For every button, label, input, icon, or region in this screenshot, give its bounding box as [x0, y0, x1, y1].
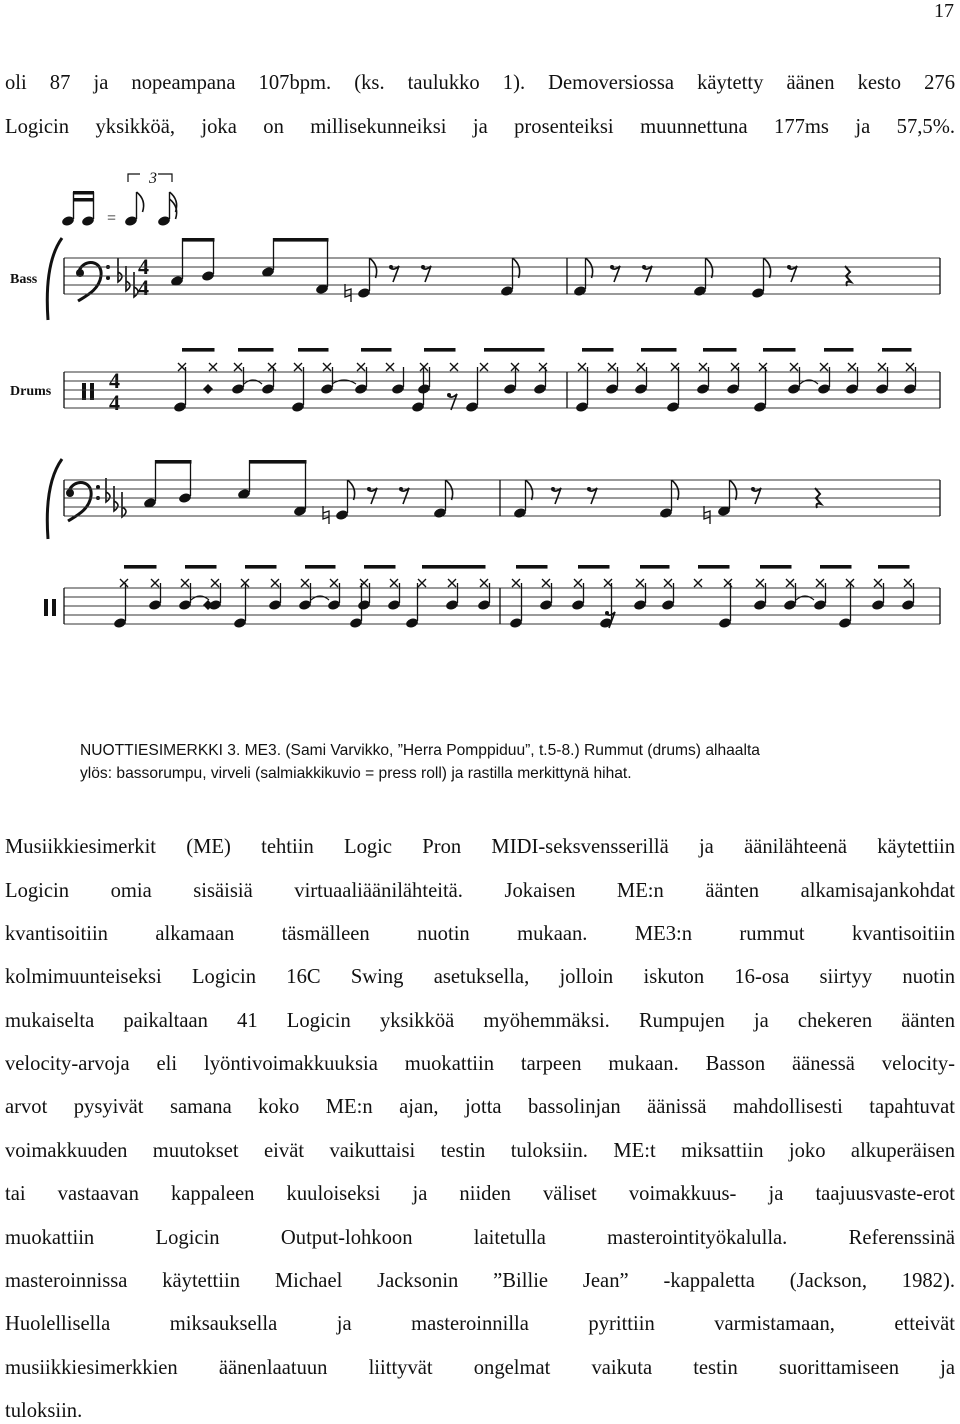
rest-dot — [642, 265, 646, 269]
body-line-9: tai vastaavan kappaleen kuuloiseksi ja niiden väliset voimakkuus- ja taajuusvaste-erot — [5, 1183, 955, 1205]
body-line-10: muokattiin Logicin Output-lohkoon laitetulla masterointityökalulla. Referenssinä — [5, 1227, 955, 1249]
time-signature-bottom: 4 — [138, 275, 149, 300]
hihat-x — [418, 579, 426, 587]
note-flag — [706, 258, 713, 278]
intro-line-1: oli 87 ja nopeampana 107bpm. (ks. taulukko 1). Demoversiossa käytetty äänen kesto 276 — [5, 72, 955, 94]
rest-dot — [367, 487, 371, 491]
note-flag — [526, 480, 533, 500]
hihat-x — [448, 579, 456, 587]
hihat-x — [604, 579, 612, 587]
hihat-x — [330, 579, 338, 587]
hihat-x — [906, 363, 914, 371]
page-number: 17 — [934, 0, 954, 22]
beam — [698, 565, 730, 569]
hihat-x — [294, 363, 302, 371]
hihat-x — [390, 579, 398, 587]
body-line-12: Huolellisella miksauksella ja masteroinnilla pyrittiin varmistamaan, etteivät — [5, 1313, 955, 1335]
note-flag — [672, 480, 679, 500]
intro-line-2: Logicin yksikköä, joka on millisekunneiksi ja prosenteiksi muunnettuna 177ms ja 57,5%. — [5, 116, 955, 138]
beam — [298, 348, 329, 352]
music-score — [0, 162, 960, 707]
body-line-14: tuloksiin. — [5, 1400, 83, 1422]
hihat-x — [786, 579, 794, 587]
natural-sign — [345, 284, 351, 302]
hihat-x — [904, 579, 912, 587]
rest-dot — [587, 487, 591, 491]
beam — [882, 348, 912, 352]
hihat-x — [848, 363, 856, 371]
hihat-x — [790, 363, 798, 371]
time-signature-top: 4 — [138, 254, 149, 279]
beam — [361, 348, 392, 352]
note-flag — [513, 258, 520, 278]
note-flag — [586, 258, 593, 278]
hihat-x — [386, 363, 394, 371]
beam — [760, 565, 792, 569]
beam — [878, 565, 910, 569]
hihat-x — [234, 363, 242, 371]
beam — [824, 348, 854, 352]
beam — [124, 565, 157, 569]
beam — [820, 565, 852, 569]
beam — [582, 348, 614, 352]
beam — [185, 565, 217, 569]
hihat-x — [671, 363, 679, 371]
rest-dot — [787, 265, 791, 269]
hihat-x — [820, 363, 828, 371]
rest-dot — [399, 487, 403, 491]
rest-dot — [751, 487, 755, 491]
body-line-4: kolmimuunteiseksi Logicin 16C Swing asetuksella, jolloin iskuton 16-osa siirtyy nuotin — [5, 966, 955, 988]
hihat-x — [178, 363, 186, 371]
hihat-x — [271, 579, 279, 587]
swing-equals-sign: = — [107, 210, 117, 227]
hihat-x — [151, 579, 159, 587]
bass-clef — [76, 262, 110, 301]
tuplet-number: 3 — [149, 170, 157, 187]
note-flag — [446, 480, 453, 500]
bass-clef-system-2 — [66, 482, 100, 521]
beam — [238, 348, 274, 352]
drum-time-signature-bottom: 4 — [109, 390, 120, 415]
hihat-x — [480, 579, 488, 587]
body-line-7: arvot pysyivät samana koko ME:n ajan, jotta bassolinjan äänissä mahdollisesti tapahtuvat — [5, 1096, 955, 1118]
hihat-x — [209, 363, 217, 371]
hihat-x — [357, 363, 365, 371]
hihat-x — [694, 579, 702, 587]
hihat-x — [211, 579, 219, 587]
beam — [155, 460, 192, 464]
rest-dot — [605, 611, 609, 615]
note-flag — [764, 258, 771, 278]
note-flag — [348, 480, 355, 500]
rest-dot — [389, 265, 393, 269]
body-line-5: mukaiselta paikaltaan 41 Logicin yksikköä myöhemmäksi. Rumpujen ja chekeren äänten — [5, 1010, 955, 1032]
hihat-x — [268, 363, 276, 371]
body-line-13: musiikkiesimerkkien äänenlaatuun liittyvät ongelmat vaikuta testin suorittamiseen ja — [5, 1357, 955, 1379]
note-flag — [370, 258, 377, 278]
beam — [305, 565, 336, 569]
score-static-elements — [10, 170, 177, 616]
beam — [703, 348, 737, 352]
hihat-x — [731, 363, 739, 371]
hihat-x — [578, 363, 586, 371]
beam — [182, 238, 215, 242]
beam — [422, 565, 486, 569]
drum-time-signature-top: 4 — [109, 368, 120, 393]
beam — [273, 238, 329, 242]
hihat-x — [699, 363, 707, 371]
beam — [245, 565, 277, 569]
body-line-2: Logicin omia sisäisiä virtuaaliäänilähteitä. Jokaisen ME:n äänten alkamisajankohdat — [5, 880, 955, 902]
rest-dot — [610, 265, 614, 269]
bass-label: Bass — [10, 272, 38, 287]
beam — [578, 565, 610, 569]
press-roll-diamond — [203, 384, 213, 394]
hihat-x — [323, 363, 331, 371]
beam — [641, 348, 677, 352]
beam — [364, 565, 396, 569]
hihat-x — [636, 579, 644, 587]
note-flag — [730, 480, 737, 500]
hihat-x — [450, 363, 458, 371]
body-line-11: masteroinnissa käytettiin Michael Jacksonin ”Billie Jean” -kappaletta (Jackson, 1982). — [5, 1270, 955, 1292]
hihat-x — [512, 579, 520, 587]
body-line-3: kvantisoitiin alkamaan täsmälleen nuotin mukaan. ME3:n rummut kvantisoitiin — [5, 923, 955, 945]
caption-line-1: NUOTTIESIMERKKI 3. ME3. (Sami Varvikko, ”Herra Pomppiduu”, t.5-8.) Rummut (drums) alhaalta — [80, 742, 760, 759]
natural-sign — [704, 506, 710, 524]
beam — [484, 348, 545, 352]
hihat-x — [301, 579, 309, 587]
beam — [249, 460, 307, 464]
body-line-8: voimakkuuden muutokset eivät vaikuttaisi testin tuloksiin. ME:t miksattiin joko alkuperäisen — [5, 1140, 955, 1162]
natural-sign — [323, 506, 329, 524]
hihat-x — [574, 579, 582, 587]
hihat-x — [542, 579, 550, 587]
hihat-x — [664, 579, 672, 587]
hihat-x — [181, 579, 189, 587]
caption-line-2: ylös: bassorumpu, virveli (salmiakkikuvio = press roll) ja rastilla merkittynä hihat. — [80, 765, 632, 782]
hihat-x — [874, 579, 882, 587]
hihat-x — [480, 363, 488, 371]
hihat-x — [816, 579, 824, 587]
hihat-x — [878, 363, 886, 371]
hihat-x — [637, 363, 645, 371]
rest-dot — [447, 393, 451, 397]
beam — [640, 565, 670, 569]
drums-label: Drums — [10, 384, 52, 399]
hihat-x — [120, 579, 128, 587]
body-line-6: velocity-arvoja eli lyöntivoimakkuuksia muokattiin tarpeen mukaan. Basson äänessä velocity- — [5, 1053, 955, 1075]
beam — [424, 348, 456, 352]
hihat-x — [756, 579, 764, 587]
score-notation — [64, 238, 940, 629]
beam — [763, 348, 796, 352]
body-line-1: Musiikkiesimerkit (ME) tehtiin Logic Pron MIDI-seksvensserillä ja äänilähteenä käytettiin — [5, 836, 955, 858]
beam — [516, 565, 548, 569]
swing-legend — [61, 174, 177, 227]
hihat-x — [608, 363, 616, 371]
rest-dot — [421, 265, 425, 269]
beam — [182, 348, 215, 352]
rest-dot — [551, 487, 555, 491]
figure-caption — [80, 739, 960, 785]
